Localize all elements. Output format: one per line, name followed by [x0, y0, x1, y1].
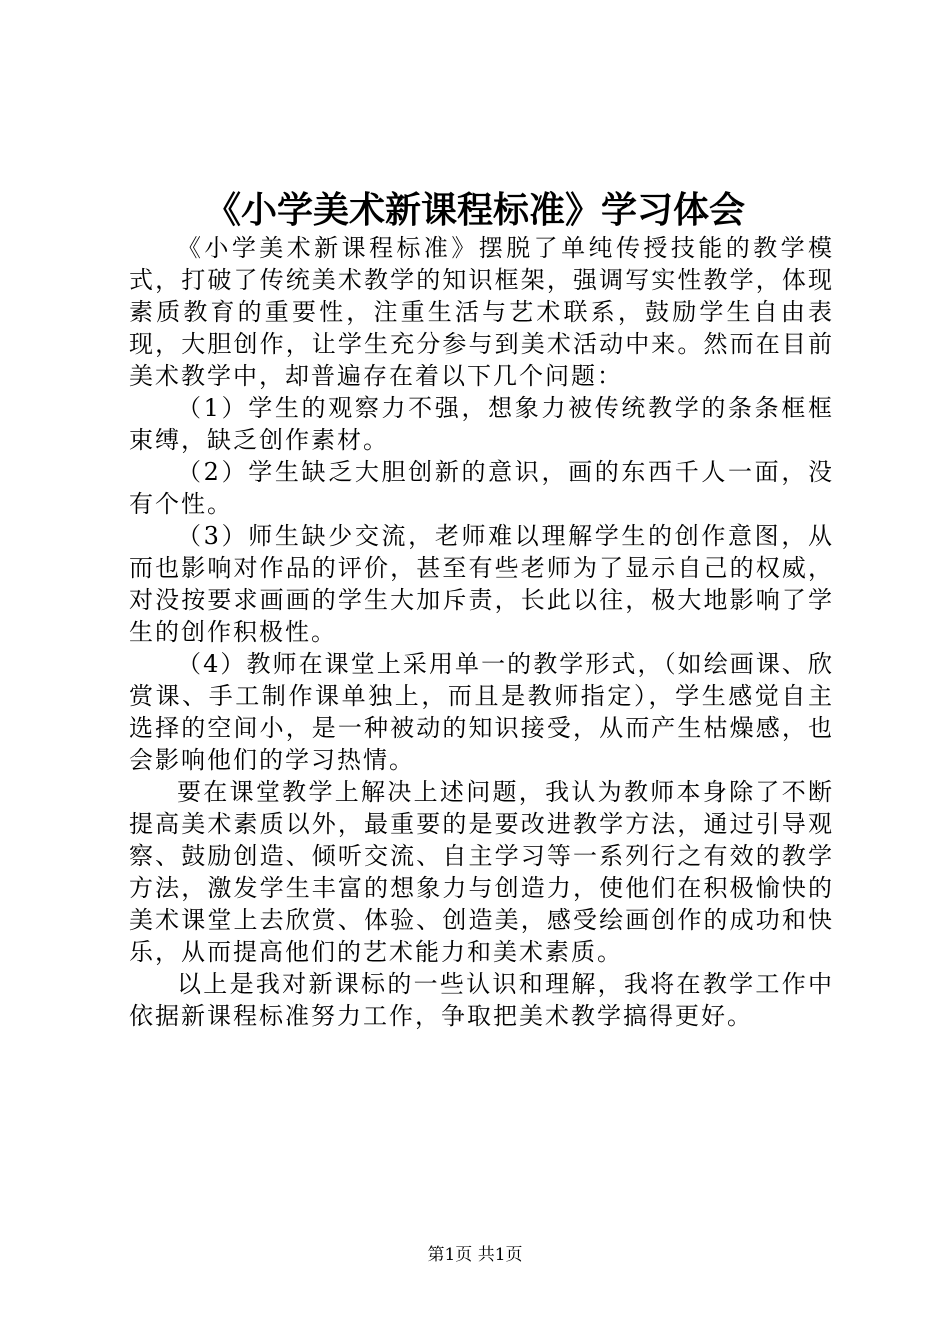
paragraph-issue-1: （1）学生的观察力不强，想象力被传统教学的条条框框束缚，缺乏创作素材。 — [129, 394, 834, 454]
document-body — [129, 232, 834, 1032]
page-footer: 第1页 共1页 — [427, 1245, 523, 1265]
paragraph-solution: 要在课堂教学上解决上述问题，我认为教师本身除了不断提高美术素质以外，最重要的是要改进教学方法，通过引导观察、鼓励创造、倾听交流、自主学习等一系列行之有效的教学方法，激发学生丰富的想象力与创造力，使他们在积极愉快的美术课堂上去欣赏、体验、创造美，感受绘画创作的成功和快乐，从而提高他们的艺术能力和美术素质。 — [129, 778, 834, 966]
document-title: 《小学美术新课程标准》学习体会 — [204, 189, 745, 231]
paragraph-issue-3: （3）师生缺少交流，老师难以理解学生的创作意图，从而也影响对作品的评价，甚至有些老师为了显示自己的权威，对没按要求画画的学生大加斥责，长此以往，极大地影响了学生的创作积极性。 — [129, 522, 834, 646]
paragraph-issue-4: （4）教师在课堂上采用单一的教学形式，（如绘画课、欣赏课、手工制作课单独上，而且是教师指定），学生感觉自主选择的空间小，是一种被动的知识接受，从而产生枯燥感，也会影响他们的学习热情。 — [129, 650, 834, 774]
paragraph-issue-2: （2）学生缺乏大胆创新的意识，画的东西千人一面，没有个性。 — [129, 458, 834, 518]
paragraph-intro: 《小学美术新课程标准》摆脱了单纯传授技能的教学模式，打破了传统美术教学的知识框架，强调写实性教学，体现素质教育的重要性，注重生活与艺术联系，鼓励学生自由表现，大胆创作，让学生充分参与到美术活动中来。然而在目前美术教学中，却普遍存在着以下几个问题： — [129, 234, 834, 390]
paragraph-conclusion: 以上是我对新课标的一些认识和理解，我将在教学工作中依据新课程标准努力工作，争取把美术教学搞得更好。 — [129, 970, 834, 1030]
